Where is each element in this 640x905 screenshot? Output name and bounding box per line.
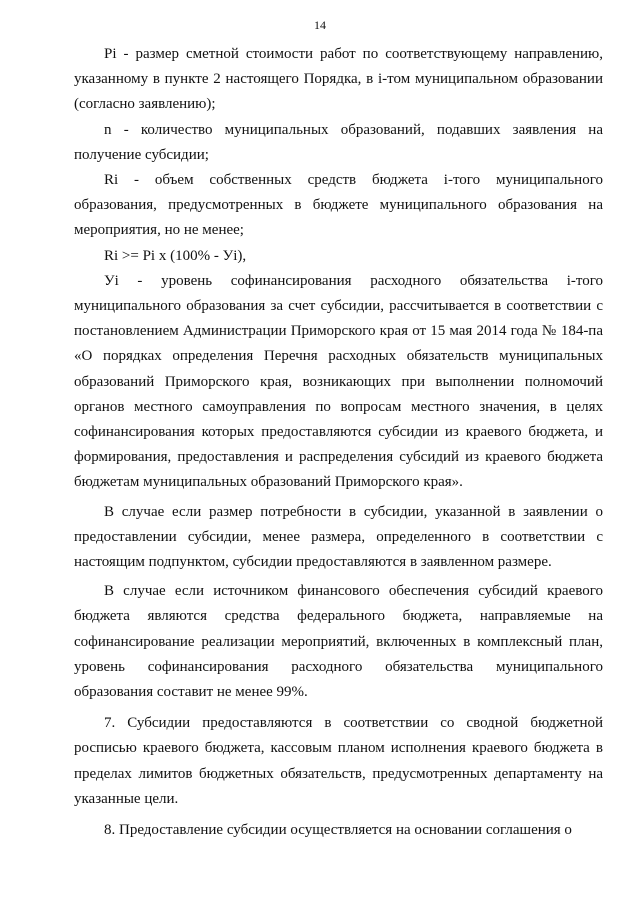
document-body: [74, 42, 603, 843]
paragraph-ri-definition: Ri - объем собственных средств бюджета i-того муниципального образования, предусмотренных в бюджете муниципального образования на мероприятия, но не менее;: [74, 172, 603, 239]
paragraph-pi-definition: Pi - размер сметной стоимости работ по соответствующему направлению, указанному в пункте 2 настоящего Порядка, в i-том муниципальном образовании (согласно заявлению);: [74, 46, 603, 113]
paragraph-federal-source: В случае если источником финансового обеспечения субсидий краевого бюджета являются средства федерального бюджета, направляемые на софинансирование реализации мероприятий, включенных в комплексный план, уровень софинансирования расходного обязательства муниципального образования составит не менее 99%.: [74, 583, 603, 701]
paragraph-formula: Ri >= Pi x (100% - Уi),: [104, 247, 247, 264]
paragraph-subsidy-need: В случае если размер потребности в субсидии, указанной в заявлении о предоставлении субсидии, менее размера, определенного в соответствии с настоящим подпунктом, субсидии предоставляются в заявленном размере.: [74, 503, 603, 571]
paragraph-yi-definition: Уi - уровень софинансирования расходного обязательства i-того муниципального образования за счет субсидии, рассчитывается в соответствии с постановлением Администрации Приморского края от 15 мая 2014 года № 184-па «О порядках определения Перечня расходных обязательств муниципальных образований Приморского края, возникающих при выполнении полномочий органов местного самоуправления по вопросам местного значения, в целях софинансирования которых предоставляются субсидии из краевого бюджета, и формирования, предоставления и распределения субсидий из краевого бюджета бюджетам муниципальных образований Приморского края».: [74, 272, 603, 491]
paragraph-clause-7: 7. Субсидии предоставляются в соответствии со сводной бюджетной росписью краевого бюджета, кассовым планом исполнения краевого бюджета в пределах лимитов бюджетных обязательств, предусмотренных департаменту на указанные цели.: [74, 715, 603, 807]
page-number: 14: [314, 18, 326, 32]
paragraph-n-definition: n - количество муниципальных образований, подавших заявления на получение субсидии;: [74, 121, 603, 163]
paragraph-clause-8: 8. Предоставление субсидии осуществляется на основании соглашения о: [104, 822, 572, 839]
